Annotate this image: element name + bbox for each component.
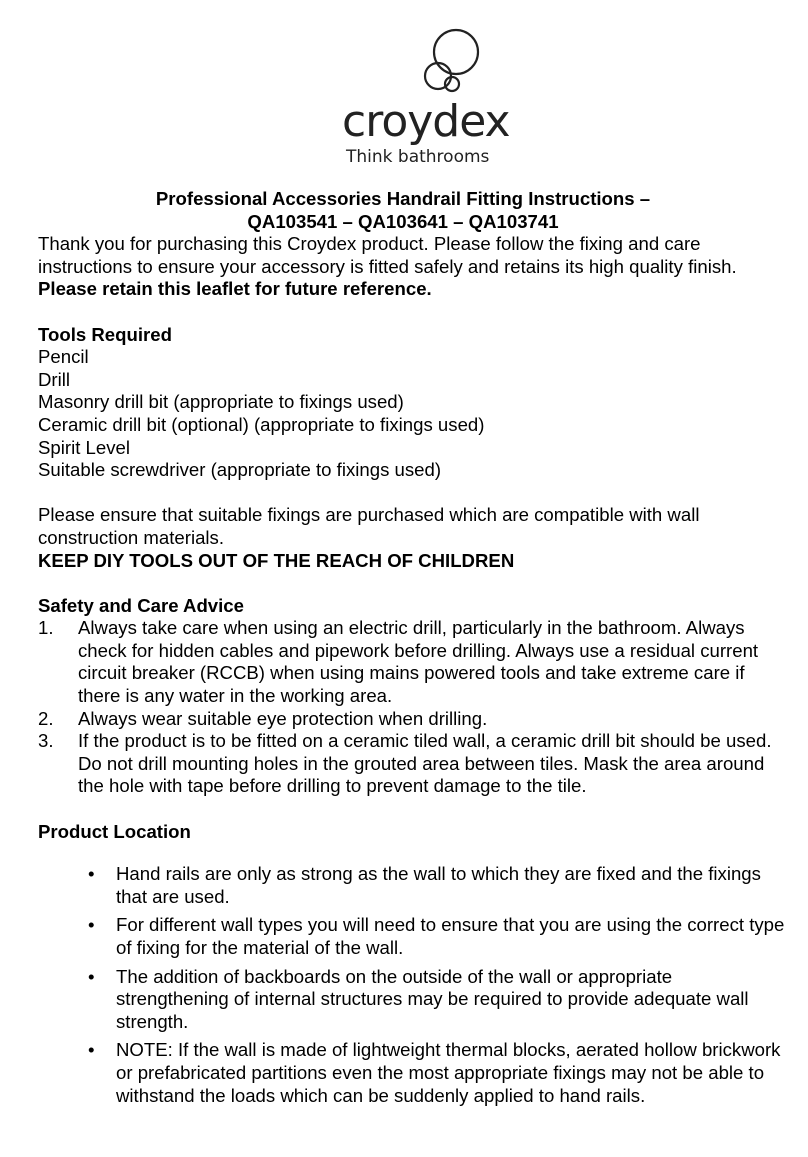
location-item	[38, 966, 788, 1034]
document-body	[38, 188, 788, 1113]
location-item-text: Hand rails are only as strong as the wall to which they are fixed and the fixings that are used.	[116, 863, 761, 907]
logo-wordmark: croydex	[342, 96, 510, 147]
safety-item	[38, 730, 788, 798]
location-item-text: For different wall types you will need to ensure that you are using the correct type of fixing for the material of the wall.	[116, 914, 785, 958]
safety-item-number: 3.	[38, 730, 54, 752]
safety-heading: Safety and Care Advice	[38, 594, 244, 616]
bullet-icon: •	[88, 914, 95, 936]
safety-item-text: Always take care when using an electric drill, particularly in the bathroom. Always check for hidden cables and pipework before drilling. Always use a residual current circuit breaker (RCCB) when using mains powered tools and take extreme care if there is any water in the working area.	[78, 617, 759, 707]
title-line-2: QA103541 – QA103641 – QA103741	[247, 210, 559, 232]
safety-item-text: Always wear suitable eye protection when drilling.	[78, 707, 488, 729]
location-item	[38, 1039, 788, 1107]
safety-list	[38, 617, 788, 798]
bullet-icon: •	[88, 863, 95, 885]
safety-item-number: 2.	[38, 707, 54, 729]
title-line-1: Professional Accessories Handrail Fitting Instructions –	[155, 188, 651, 209]
logo-tagline: Think bathrooms	[346, 147, 490, 167]
location-list	[38, 863, 788, 1107]
intro-paragraph	[38, 233, 788, 301]
tool-item: Masonry drill bit (appropriate to fixings used)	[38, 391, 404, 413]
location-item	[38, 914, 788, 959]
safety-item-text: If the product is to be fitted on a ceramic tiled wall, a ceramic drill bit should be used. Do not drill mounting holes in the grouted area between tiles. Mask the area around the hole with tape before drilling to prevent damage to the tile.	[78, 730, 772, 797]
safety-item-number: 1.	[38, 617, 54, 639]
tool-item: Suitable screwdriver (appropriate to fixings used)	[38, 459, 442, 481]
intro-retain-note: Please retain this leaflet for future reference.	[38, 278, 432, 300]
safety-item	[38, 617, 788, 707]
tool-item: Drill	[38, 368, 71, 390]
location-item-text: NOTE: If the wall is made of lightweight thermal blocks, aerated hollow brickwork or prefabricated partitions even the most appropriate fixings may not be able to withstand the loads which can be suddenly applied to hand rails.	[116, 1039, 781, 1106]
bullet-icon: •	[88, 1039, 95, 1061]
intro-text: Thank you for purchasing this Croydex product. Please follow the fixing and care instructions to ensure your accessory is fitted safely and retains its high quality finish.	[38, 233, 737, 277]
tool-item: Ceramic drill bit (optional) (appropriate to fixings used)	[38, 413, 485, 435]
location-item-text: The addition of backboards on the outside of the wall or appropriate strengthening of internal structures may be required to provide adequate wall strength.	[116, 965, 749, 1032]
tool-item: Pencil	[38, 346, 89, 368]
tools-heading: Tools Required	[38, 323, 172, 345]
tools-list	[38, 346, 788, 482]
location-item	[38, 863, 788, 908]
safety-item	[38, 708, 788, 731]
bullet-icon: •	[88, 965, 95, 987]
fixings-note: Please ensure that suitable fixings are purchased which are compatible with wall construction materials.	[38, 504, 700, 548]
document-title	[38, 188, 768, 233]
bubbles-icon	[414, 26, 486, 96]
location-heading: Product Location	[38, 820, 191, 842]
diy-warning: KEEP DIY TOOLS OUT OF THE REACH OF CHILDREN	[38, 549, 515, 571]
croydex-logo	[340, 22, 510, 170]
tool-item: Spirit Level	[38, 436, 130, 458]
